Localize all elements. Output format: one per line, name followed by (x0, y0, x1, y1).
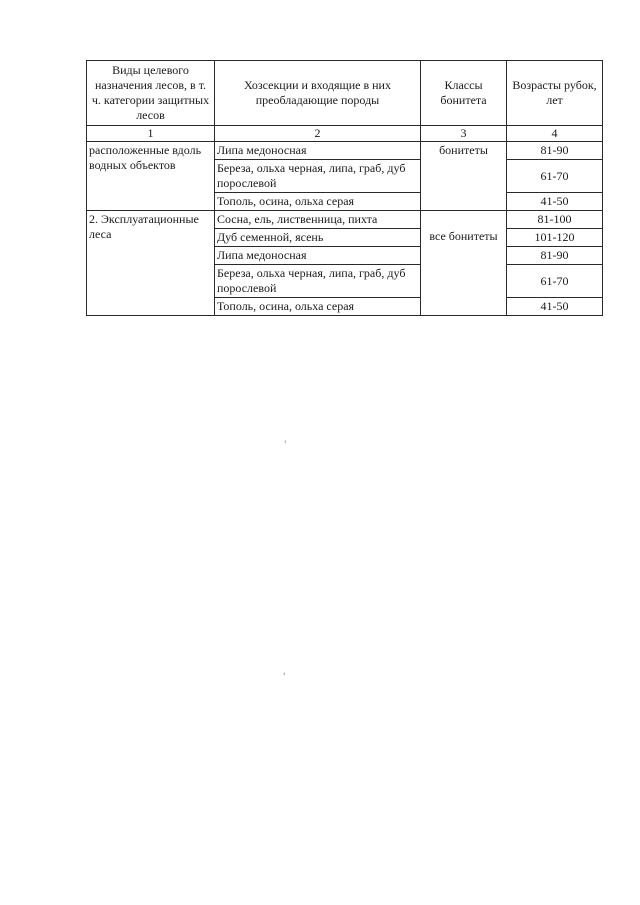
header-bonitet: Классы бонитета (421, 61, 507, 126)
species-cell: Липа медоносная (215, 247, 421, 265)
age-cell: 101-120 (507, 229, 603, 247)
cutting-age-table (86, 60, 603, 316)
species-cell: Береза, ольха черная, липа, граб, дуб порослевой (215, 265, 421, 298)
species-cell: Сосна, ель, лиственница, пихта (215, 211, 421, 229)
column-number-row (87, 126, 603, 142)
species-cell: Береза, ольха черная, липа, граб, дуб порослевой (215, 160, 421, 193)
column-number: 2 (215, 126, 421, 142)
species-cell: Липа медоносная (215, 142, 421, 160)
category-cell: расположенные вдоль водных объектов (87, 142, 215, 211)
table-row (87, 142, 603, 160)
age-cell: 81-90 (507, 247, 603, 265)
column-number: 4 (507, 126, 603, 142)
age-cell: 41-50 (507, 193, 603, 211)
age-cell: 81-100 (507, 211, 603, 229)
age-cell: 61-70 (507, 160, 603, 193)
table-row (87, 211, 603, 229)
bonitet-cell: все бонитеты (421, 211, 507, 316)
bonitet-cell: бонитеты (421, 142, 507, 211)
header-species: Хозсекции и входящие в них преобладающие породы (215, 61, 421, 126)
column-number: 1 (87, 126, 215, 142)
header-forest-purpose: Виды целевого назначения лесов, в т. ч. категории защитных лесов (87, 61, 215, 126)
scan-speck: ' (283, 672, 286, 682)
species-cell: Тополь, осина, ольха серая (215, 193, 421, 211)
category-cell: 2. Эксплуатационные леса (87, 211, 215, 316)
species-cell: Дуб семенной, ясень (215, 229, 421, 247)
header-row (87, 61, 603, 126)
header-cutting-age: Возрасты рубок, лет (507, 61, 603, 126)
age-cell: 81-90 (507, 142, 603, 160)
age-cell: 61-70 (507, 265, 603, 298)
scan-speck: ' (284, 440, 287, 450)
species-cell: Тополь, осина, ольха серая (215, 298, 421, 316)
column-number: 3 (421, 126, 507, 142)
age-cell: 41-50 (507, 298, 603, 316)
